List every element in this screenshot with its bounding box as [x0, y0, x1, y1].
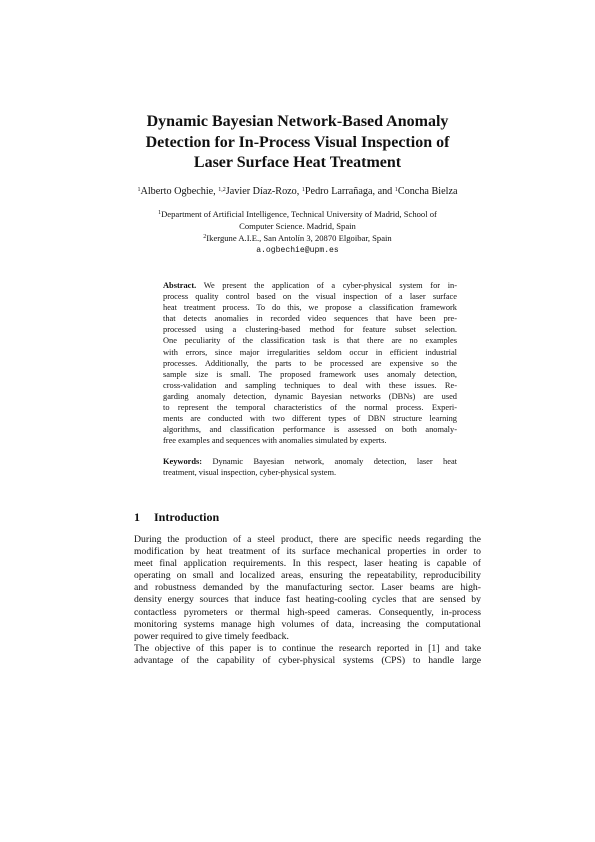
body-line: monitoring systems manage high volumes of data, increasing the computational: [134, 618, 481, 630]
abstract-line: [163, 280, 457, 291]
affiliation-mark: 2: [203, 233, 207, 240]
body-line: power required to give timely feedback.: [134, 630, 289, 642]
author-list: [0, 185, 595, 198]
author-affiliation-mark: 1: [394, 187, 398, 193]
abstract-line: One peculiarity of the classification task is that there are no examples: [163, 336, 457, 346]
section-heading: [134, 510, 219, 525]
body-line: meet final application requirements. In this respect, laser heating is capable of: [134, 558, 481, 570]
abstract-line: sample size is small. The proposed framework uses anomaly detection,: [163, 369, 457, 379]
affiliation-mark: 1: [158, 210, 162, 216]
affiliation-1: [0, 209, 595, 221]
author-name: Javier Díaz-Rozo,: [225, 186, 302, 197]
section-number: 1: [134, 510, 140, 524]
abstract-label: Abstract.: [163, 281, 197, 290]
abstract-text: We present the application of a cyber-physical system for in-: [203, 281, 457, 290]
author-name: Concha Bielza: [397, 186, 458, 197]
title-line: Laser Surface Heat Treatment: [193, 154, 402, 171]
contact-email: a.ogbechie@upm.es: [256, 245, 339, 255]
abstract-line: processes. Additionally, the parts to be processed are expensive so the: [163, 358, 457, 368]
author-affiliation-mark: 1: [137, 187, 141, 193]
affiliation-1-cont: Computer Science. Madrid, Spain: [239, 220, 356, 231]
abstract-line: algorithms, and classification performance is assessed on both anomaly-: [163, 425, 457, 435]
abstract-line: processed using a clustering-based method for feature subset selection.: [163, 325, 457, 335]
body-line: density energy sources that induce fast heating-cooling cycles that are sensed by: [134, 594, 481, 606]
abstract-line: with errors, since major irregularities seldom occur in efficient industrial: [163, 347, 457, 357]
keywords-line: treatment, visual inspection, cyber-physical system.: [163, 468, 337, 478]
author-affiliation-mark: 1: [301, 187, 305, 193]
affiliation-text: Department of Artificial Intelligence, Technical University of Madrid, School of: [161, 209, 437, 219]
abstract-line: cross-validation and sampling techniques to deal with these issues. Re-: [163, 380, 457, 390]
affiliation-2: [0, 233, 595, 245]
body-line: modification by heat treatment of its surface mechanical properties in order to: [134, 546, 481, 558]
affiliation-text: Ikergune A.I.E., San Antolín 3, 20870 Elgoibar, Spain: [206, 232, 392, 243]
author-name: Pedro Larrañaga, and: [304, 186, 395, 197]
body-line: The objective of this paper is to continue the research reported in [1] and take: [134, 642, 481, 654]
abstract-line: process quality control based on the visual inspection of a laser surface: [163, 292, 457, 302]
abstract-line: heat treatment process. To do this, we propose a classification framework: [163, 303, 457, 313]
affiliations: [0, 209, 595, 257]
body-line: contactless pyrometers or thermal high-speed cameras. Consequently, in-process: [134, 606, 481, 618]
abstract: [163, 280, 457, 446]
body-line: and robustness demanded by the manufacturing sector. Laser beams are high-: [134, 582, 481, 594]
keywords-line: [163, 456, 457, 467]
body-line: operating on small and localized areas, ensuring the repeatability, reproducibility: [134, 570, 481, 582]
paper-title: [0, 112, 595, 174]
title-line: Dynamic Bayesian Network-Based Anomaly: [146, 113, 449, 130]
abstract-line: that detects anomalies in recorded video sequences that have been pre-: [163, 314, 457, 324]
abstract-line: ments are conducted with two different types of DBN structure learning: [163, 414, 457, 424]
keywords: [163, 456, 457, 478]
body-text: [134, 534, 481, 667]
keywords-label: Keywords:: [163, 457, 203, 466]
abstract-line: to represent the temporal characteristics of the normal process. Experi-: [163, 403, 457, 413]
section-title: Introduction: [154, 510, 220, 524]
author-name: Alberto Ogbechie,: [140, 186, 219, 197]
abstract-line: free examples and sequences with anomalies simulated by experts.: [163, 436, 387, 446]
keywords-text: Dynamic Bayesian network, anomaly detection, laser heat: [212, 457, 457, 466]
body-line: advantage of the capability of cyber-physical systems (CPS) to handle large: [134, 654, 481, 666]
abstract-line: garding anomaly detection, dynamic Bayesian networks (DBNs) are used: [163, 391, 457, 401]
title-line: Detection for In-Process Visual Inspection of: [145, 133, 450, 151]
body-line: During the production of a steel product, there are specific needs regarding the: [134, 534, 481, 545]
author-affiliation-mark: 1,2: [218, 187, 226, 193]
